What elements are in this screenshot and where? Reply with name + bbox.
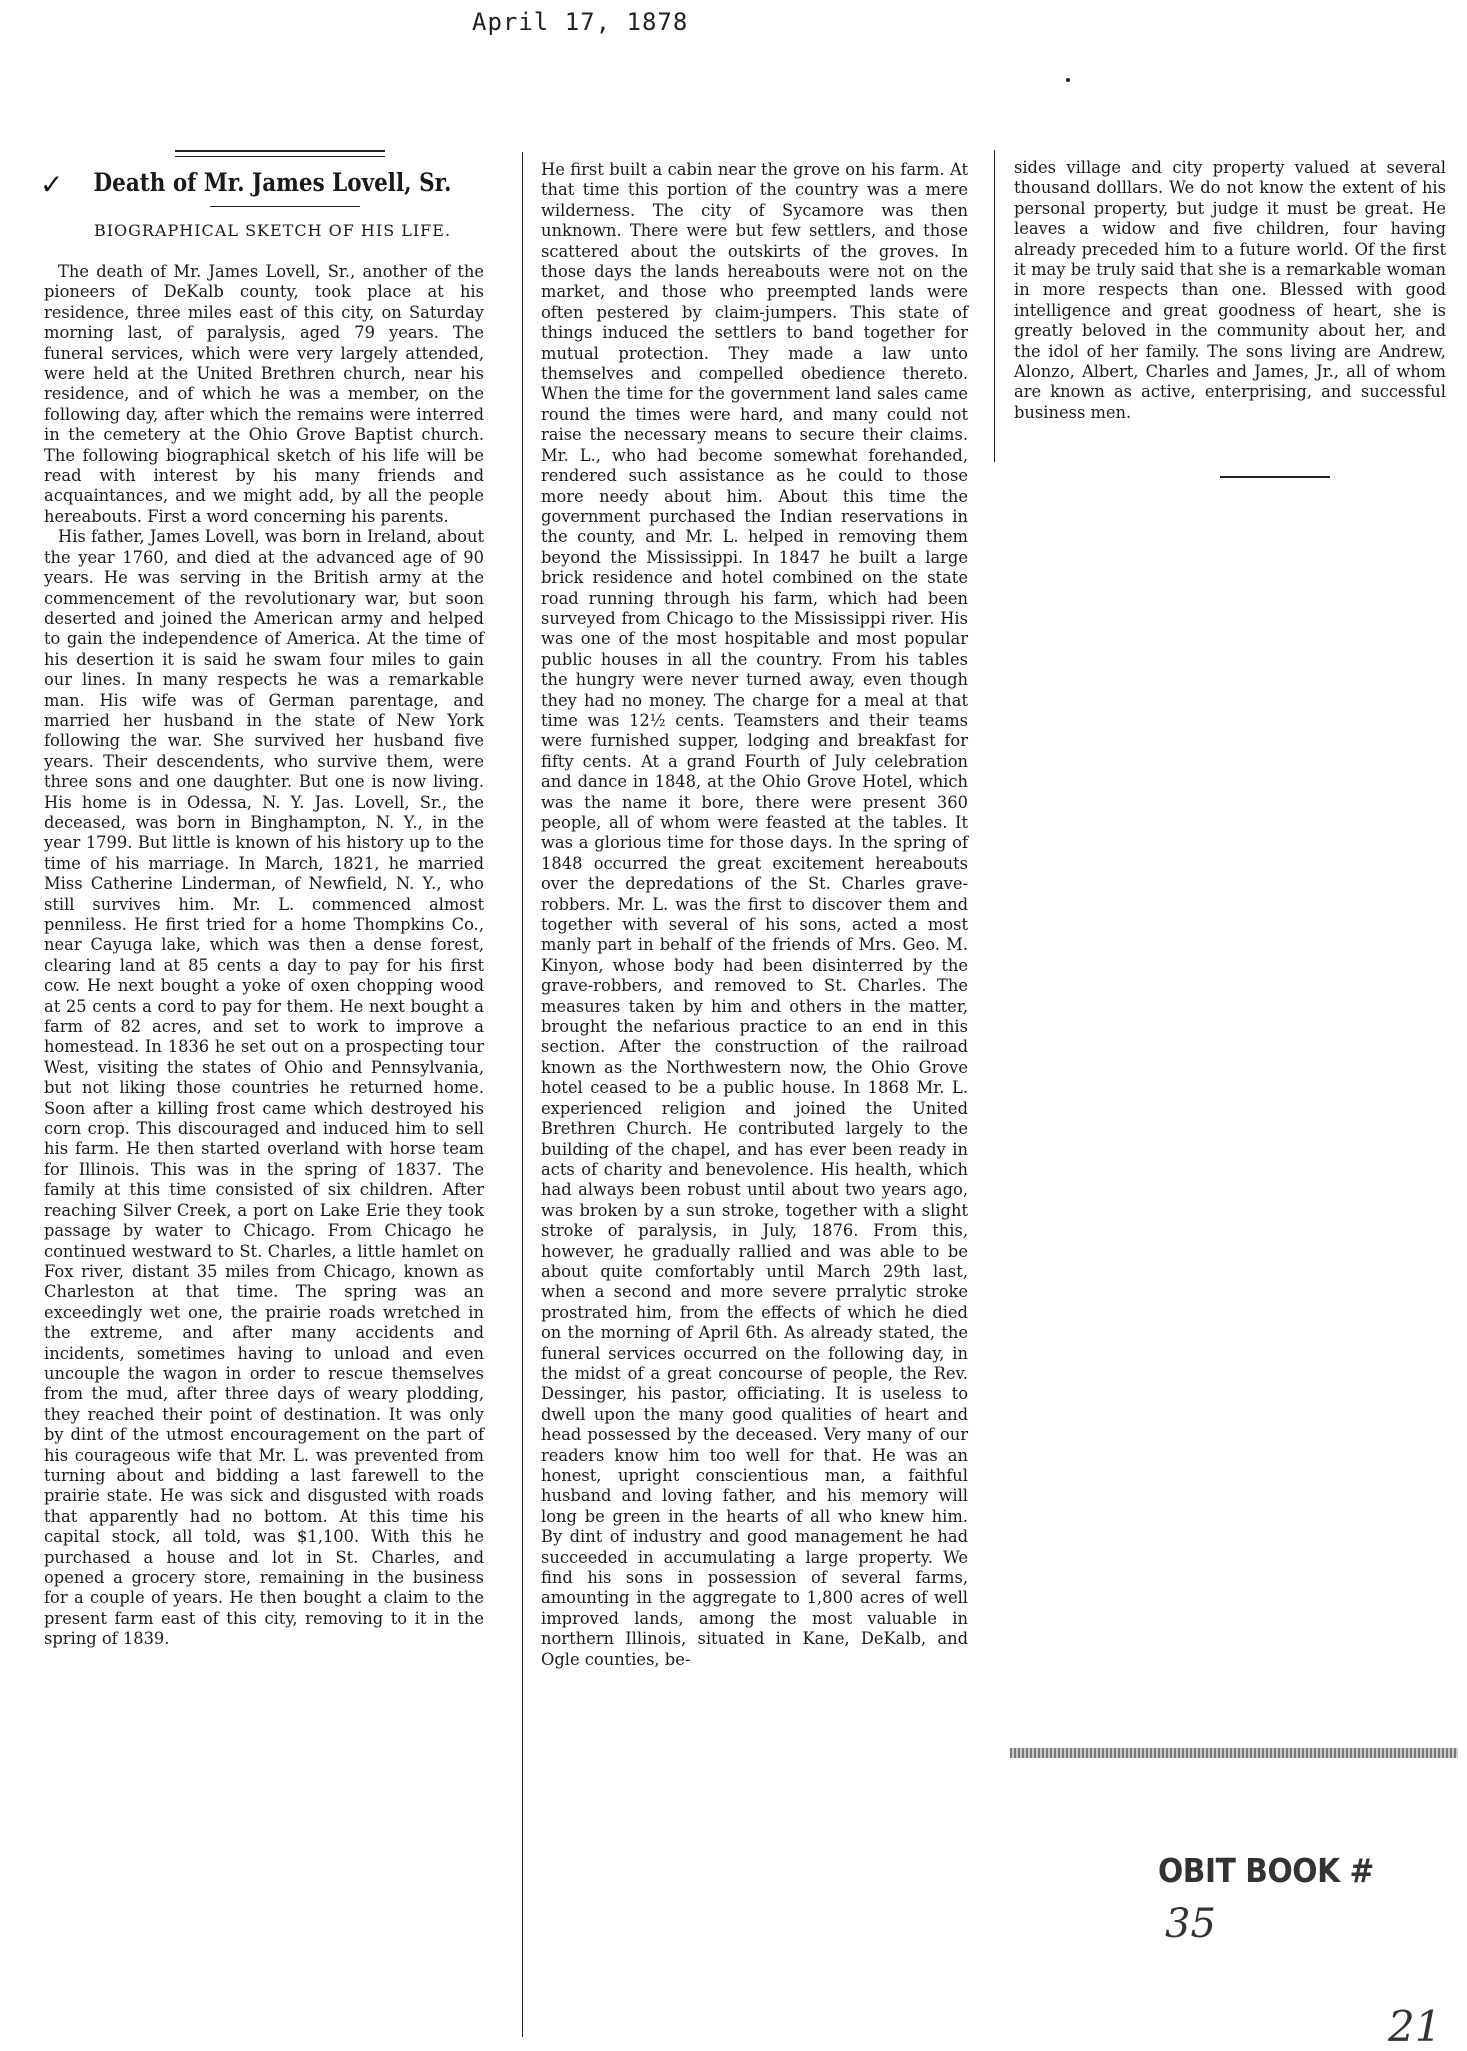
column-divider-2 xyxy=(994,150,995,462)
article-column-1 xyxy=(44,262,484,1650)
check-mark: ✓ xyxy=(40,168,64,201)
column-divider-1 xyxy=(522,152,523,2037)
page-number: 21 xyxy=(1388,2002,1442,2051)
clipping-edge xyxy=(1010,1748,1458,1758)
headline-top-rule-2 xyxy=(175,156,385,157)
obit-book-label: OBIT BOOK # xyxy=(1158,1851,1374,1890)
paragraph: He first built a cabin near the grove on his farm. At that time this portion of the country was a mere wilderness. The city of Sycamore was then unknown. There were but few settlers, and those scattered about the outskirts of the groves. In those days the lands hereabouts were not on the market, and those who preempted lands were often pestered by claim-jumpers. This state of things induced the settlers to band together for mutual protection. They made a law unto themselves and compelled obedience thereto. When the time for the government land sales came round the times were hard, and many could not raise the necessary means to secure their claims. Mr. L., who had become somewhat forehanded, rendered such assistance as he could to those more needy about him. About this time the government purchased the Indian reservations in the county, and Mr. L. helped in removing them beyond the Mississippi. In 1847 he built a large brick residence and hotel combined on the state road running through his farm, which had been surveyed from Chicago to the Mississippi river. His was one of the most hospitable and most popular public houses in all the country. From his tables the hungry were never turned away, even though they had no money. The charge for a meal at that time was 12½ cents. Teamsters and their teams were furnished supper, lodging and breakfast for fifty cents. At a grand Fourth of July celebration and dance in 1848, at the Ohio Grove Hotel, which was the name it bore, there were present 360 people, all of whom were feasted at the tables. It was a glorious time for those days. In the spring of 1848 occurred the great excitement hereabouts over the depredations of the St. Charles grave-robbers. Mr. L. was the first to discover them and together with several of his sons, acted a most manly part in behalf of the friends of Mrs. Geo. M. Kinyon, whose body had been disinterred by the grave-robbers, and removed to St. Charles. The measures taken by him and others in the matter, brought the nefarious practice to an end in this section. After the construction of the railroad known as the Northwestern now, the Ohio Grove hotel ceased to be a public house. In 1868 Mr. L. experienced religion and joined the United Brethren Church. He contributed largely to the building of the chapel, and has ever been ready in acts of charity and benevolence. His health, which had always been robust until about two years ago, was broken by a sun stroke, together with a slight stroke of paralysis, in July, 1876. From this, however, he gradually rallied and was able to be about quite comfortably until March 29th last, when a second and more severe prralytic stroke prostrated him, from the effects of which he died on the morning of April 6th. As already stated, the funeral services occurred on the following day, in the midst of a great concourse of people, the Rev. Dessinger, his pastor, officiating. It is useless to dwell upon the many good qualities of heart and head possessed by the deceased. Very many of our readers know him too well for that. He was an honest, upright conscientious man, a faithful husband and loving father, and his memory will long be green in the hearts of all who knew him. By dint of industry and good management he had succeeded in accumulating a large property. We find his sons in possession of several farms, amounting in the aggregate to 1,800 acres of well improved lands, among the most valuable in northern Illinois, situated in Kane, DeKalb, and Ogle counties, be- xyxy=(541,160,968,1669)
article-column-3 xyxy=(1014,158,1446,423)
column-end-rule xyxy=(1220,476,1330,478)
article-column-2 xyxy=(541,160,968,1670)
obit-book-number: 35 xyxy=(1165,1901,1216,1947)
subhead-rule xyxy=(210,206,360,207)
article-subheading: BIOGRAPHICAL SKETCH OF HIS LIFE. xyxy=(93,221,452,240)
headline-top-rule xyxy=(175,150,385,152)
article-headline: Death of Mr. James Lovell, Sr. xyxy=(93,168,452,197)
paragraph: His father, James Lovell, was born in Ireland, about the year 1760, and died at the advanced age of 90 years. He was serving in the British army at the commencement of the revolutionary war, but soon deserted and joined the American army and helped to gain the independence of America. At the time of his desertion it is said he swam four miles to gain our lines. In many respects he was a remarkable man. His wife was of German parentage, and married her husband in the state of New York following the war. She survived her husband five years. Their descendents, who survive them, were three sons and one daughter. But one is now living. His home is in Odessa, N. Y. Jas. Lovell, Sr., the deceased, was born in Binghampton, N. Y., in the year 1799. But little is known of his history up to the time of his marriage. In March, 1821, he married Miss Catherine Linderman, of Newfield, N. Y., who still survives him. Mr. L. commenced almost penniless. He first tried for a home Thompkins Co., near Cayuga lake, which was then a dense forest, clearing land at 85 cents a day to pay for his first cow. He next bought a yoke of oxen chopping wood at 25 cents a cord to pay for them. He next bought a farm of 82 acres, and set to work to improve a homestead. In 1836 he set out on a prospecting tour West, visiting the states of Ohio and Pennsylvania, but not liking those countries he returned home. Soon after a killing frost came which destroyed his corn crop. This discouraged and induced him to sell his farm. He then started overland with horse team for Illinois. This was in the spring of 1837. The family at this time consisted of six children. After reaching Silver Creek, a port on Lake Erie they took passage by water to Chicago. From Chicago he continued westward to St. Charles, a little hamlet on Fox river, distant 35 miles from Chicago, known as Charleston at that time. The spring was an exceedingly wet one, the prairie roads wretched in the extreme, and after many accidents and incidents, sometimes having to unload and even uncouple the wagon in order to rescue themselves from the mud, after three days of weary plodding, they reached their point of destination. It was only by dint of the utmost encouragement on the part of his courageous wife that Mr. L. was prevented from turning about and bidding a last farewell to the prairie state. He was sick and disgusted with roads that apparently had no bottom. At this time his capital stock, all told, was $1,100. With this he purchased a house and lot in St. Charles, and opened a grocery store, remaining in the business for a couple of years. He then bought a claim to the present farm east of this city, removing to it in the spring of 1839. xyxy=(44,527,484,1649)
paragraph: sides village and city property valued at several thousand dolllars. We do not know the extent of his personal property, but judge it must be great. He leaves a widow and five children, four having already preceded him to a future world. Of the first it may be truly said that she is a remarkable woman in more respects than one. Blessed with good intelligence and great goodness of heart, she is greatly beloved in the community about her, and the idol of her family. The sons living are Andrew, Alonzo, Albert, Charles and James, Jr., all of whom are known as active, enterprising, and successful business men. xyxy=(1014,158,1446,422)
paragraph: The death of Mr. James Lovell, Sr., another of the pioneers of DeKalb county, took place at his residence, three miles east of this city, on Saturday morning last, of paralysis, aged 79 years. The funeral services, which were very largely attended, were held at the United Brethren church, near his residence, and of which he was a member, on the following day, after which the remains were interred in the cemetery at the Ohio Grove Baptist church. The following biographical sketch of his life will be read with interest by his many friends and acquaintances, and we might add, by all the people hereabouts. First a word concerning his parents. xyxy=(44,262,484,526)
dateline: April 17, 1878 xyxy=(472,8,689,36)
ink-dot xyxy=(1066,78,1070,82)
